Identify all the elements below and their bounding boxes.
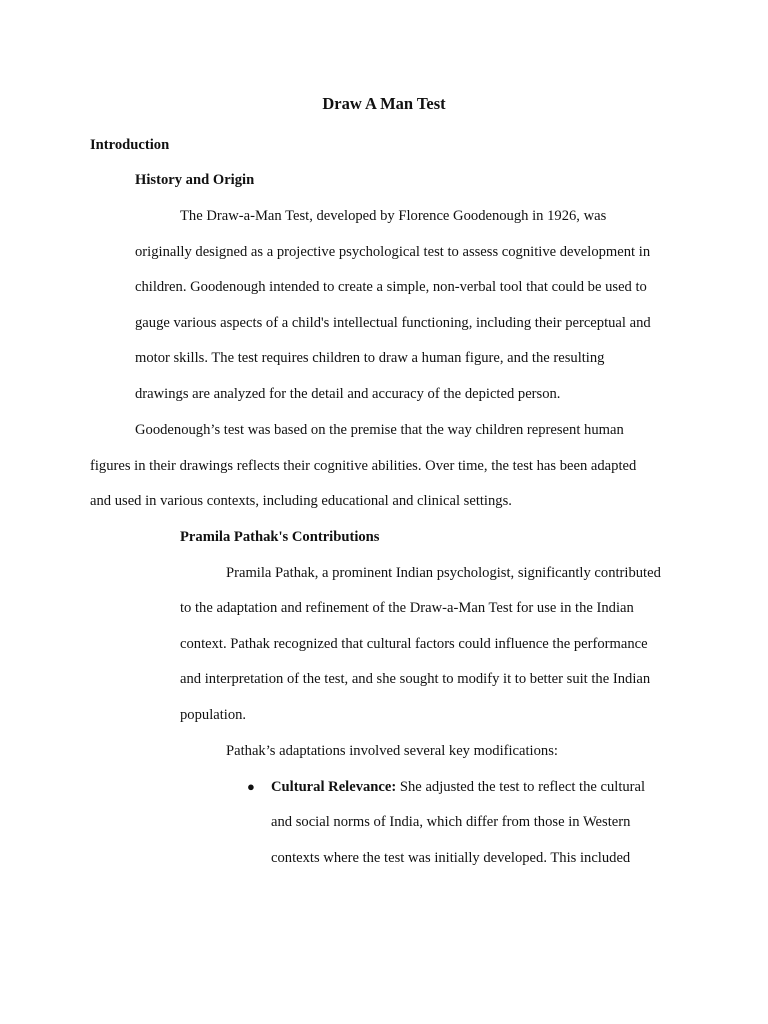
bullet-item-line: contexts where the test was initially developed. This included: [271, 850, 631, 866]
paragraph-line: Pramila Pathak, a prominent Indian psychologist, significantly contributed: [226, 565, 661, 581]
paragraph-line: children. Goodenough intended to create a simple, non-verbal tool that could be used to: [135, 279, 647, 295]
paragraph-line: and interpretation of the test, and she sought to modify it to better suit the Indian: [180, 671, 651, 687]
paragraph-line: to the adaptation and refinement of the Draw-a-Man Test for use in the Indian: [180, 600, 634, 616]
bullet-item-line: [271, 778, 645, 796]
paragraph-line: drawings are analyzed for the detail and accuracy of the depicted person.: [135, 386, 561, 402]
paragraph-line: Goodenough’s test was based on the premise that the way children represent human: [135, 422, 624, 438]
paragraph-line: The Draw-a-Man Test, developed by Florence Goodenough in 1926, was: [180, 208, 607, 224]
paragraph-line: motor skills. The test requires children to draw a human figure, and the resulting: [135, 350, 605, 366]
bullet-icon: ●: [247, 779, 255, 794]
bullet-label: Cultural Relevance:: [271, 779, 397, 795]
paragraph-line: originally designed as a projective psychological test to assess cognitive development in: [135, 244, 651, 260]
bullet-item-line: and social norms of India, which differ from those in Western: [271, 814, 631, 830]
document-title: Draw A Man Test: [322, 94, 446, 113]
heading-history-origin: History and Origin: [135, 172, 255, 188]
paragraph-line: context. Pathak recognized that cultural factors could influence the performance: [180, 636, 648, 652]
paragraph-line: and used in various contexts, including educational and clinical settings.: [90, 493, 512, 509]
heading-pathak-contributions: Pramila Pathak's Contributions: [180, 529, 380, 545]
paragraph-line: Pathak’s adaptations involved several key modifications:: [226, 743, 558, 759]
paragraph-line: figures in their drawings reflects their cognitive abilities. Over time, the test has been adapted: [90, 458, 637, 474]
paragraph-line: gauge various aspects of a child's intellectual functioning, including their perceptual and: [135, 315, 651, 331]
paragraph-line: population.: [180, 707, 247, 723]
heading-introduction: Introduction: [90, 137, 170, 153]
bullet-text: She adjusted the test to reflect the cultural: [396, 779, 646, 795]
